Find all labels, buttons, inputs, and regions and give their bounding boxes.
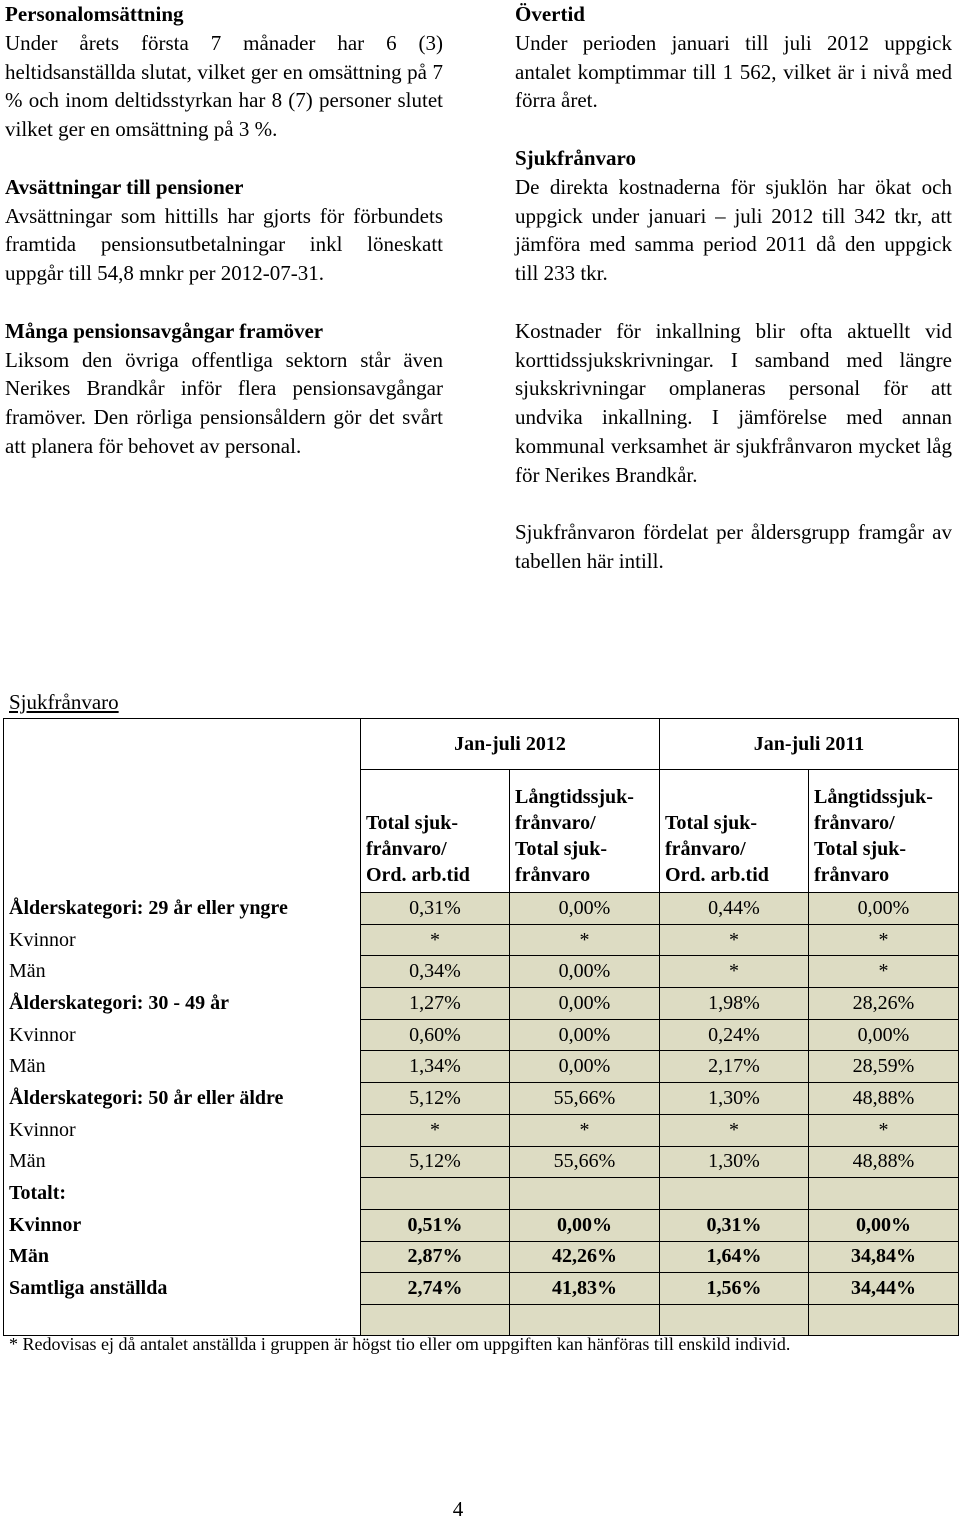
period-header: Jan-juli 2011 — [660, 719, 959, 770]
value-cell: 2,87% — [361, 1241, 510, 1273]
table-row — [4, 1051, 959, 1083]
value-cell: 0,00% — [510, 1051, 660, 1083]
table-period-header-row — [4, 719, 959, 770]
value-cell — [809, 1304, 959, 1335]
subheader-line: frånvaro/ — [665, 838, 746, 860]
subheader-line: Total sjuk- — [814, 838, 907, 860]
left-column — [5, 0, 443, 490]
subheader-line: frånvaro/ — [814, 812, 895, 834]
footnote: * Redovisas ej då antalet anställda i gruppen är högst tio eller om uppgiften kan hänföras till enskild individ. — [9, 1334, 791, 1354]
section-body: Liksom den övriga offentliga sektorn står även Nerikes Brandkår inför flera pensionsavgångar framöver. Den rörliga pensionsåldern gör det svårt att planera för behovet av personal. — [5, 347, 443, 458]
table-row — [4, 1273, 959, 1305]
row-label: Män — [4, 1241, 361, 1273]
value-cell: 0,34% — [361, 956, 510, 988]
table-row — [4, 924, 959, 956]
row-label — [4, 1304, 361, 1335]
row-label: Ålderskategori: 50 år eller äldre — [4, 1083, 361, 1115]
row-label: Kvinnor — [4, 1114, 361, 1146]
section-heading: Sjukfrånvaro — [515, 145, 636, 170]
subheader-line: frånvaro — [515, 864, 591, 886]
subheader-cell — [361, 770, 510, 893]
subheader-line: Långtidssjuk- — [814, 786, 933, 808]
subheader-cell — [660, 770, 809, 893]
value-cell: 0,00% — [510, 988, 660, 1020]
value-cell: * — [660, 1114, 809, 1146]
value-cell: 48,88% — [809, 1083, 959, 1115]
subheader-cell — [809, 770, 959, 893]
right-column — [515, 0, 952, 605]
value-cell: 48,88% — [809, 1146, 959, 1178]
section-overtid — [515, 0, 952, 115]
table-row — [4, 1114, 959, 1146]
value-cell: * — [361, 1114, 510, 1146]
section-body: Sjukfrånvaron fördelat per åldersgrupp framgår av tabellen här intill. — [515, 520, 952, 574]
subheader-line: Ord. arb.tid — [366, 864, 470, 886]
section-heading: Många pensionsavgångar framöver — [5, 318, 324, 343]
value-cell: 34,84% — [809, 1241, 959, 1273]
subheader-line: Ord. arb.tid — [665, 864, 769, 886]
value-cell: 0,00% — [510, 893, 660, 925]
table-row — [4, 1083, 959, 1115]
value-cell: 42,26% — [510, 1241, 660, 1273]
value-cell: * — [510, 924, 660, 956]
value-cell — [510, 1178, 660, 1210]
section-personalomsattning — [5, 0, 443, 144]
value-cell: 2,74% — [361, 1273, 510, 1305]
subheader-line: frånvaro/ — [515, 812, 596, 834]
value-cell: 41,83% — [510, 1273, 660, 1305]
row-label: Ålderskategori: 29 år eller yngre — [4, 893, 361, 925]
row-label: Kvinnor — [4, 1209, 361, 1241]
section-heading: Avsättningar till pensioner — [5, 174, 244, 199]
section-body: Under årets första 7 månader har 6 (3) heltidsanställda slutat, vilket ger en omsättning på 7 % och inom deltidsstyrkan har 8 (7) personer slutet vilket ger en omsättning på 3 %. — [5, 30, 443, 142]
value-cell: 0,24% — [660, 1019, 809, 1051]
section-pensioner — [5, 173, 443, 288]
table-row — [4, 988, 959, 1020]
subheader-line: Total sjuk- — [366, 812, 459, 834]
value-cell: * — [809, 924, 959, 956]
subheader-line: Total sjuk- — [515, 838, 608, 860]
period-header: Jan-juli 2012 — [361, 719, 660, 770]
subheader-line: Långtidssjuk- — [515, 786, 634, 808]
value-cell: 5,12% — [361, 1083, 510, 1115]
value-cell: 0,00% — [809, 1209, 959, 1241]
section-sjukfranvaro — [515, 144, 952, 576]
section-body: Under perioden januari till juli 2012 uppgick antalet komptimmar till 1 562, vilket är i nivå med förra året. — [515, 30, 952, 113]
table-row — [4, 1178, 959, 1210]
value-cell: 1,30% — [660, 1146, 809, 1178]
value-cell: 0,31% — [660, 1209, 809, 1241]
value-cell: 1,98% — [660, 988, 809, 1020]
value-cell — [660, 1304, 809, 1335]
subheader-line: frånvaro — [814, 864, 890, 886]
section-body: De direkta kostnaderna för sjuklön har ökat och uppgick under januari – juli 2012 till 342 tkr, att jämföra med samma period 2011 då den uppgick till 233 tkr. — [515, 174, 952, 286]
value-cell: 0,31% — [361, 893, 510, 925]
value-cell: 28,59% — [809, 1051, 959, 1083]
value-cell: 0,00% — [510, 1019, 660, 1051]
value-cell: 0,60% — [361, 1019, 510, 1051]
value-cell: * — [809, 956, 959, 988]
table-row — [4, 1146, 959, 1178]
value-cell: 1,30% — [660, 1083, 809, 1115]
value-cell: * — [660, 956, 809, 988]
row-label: Kvinnor — [4, 1019, 361, 1051]
value-cell: 2,17% — [660, 1051, 809, 1083]
value-cell: 0,44% — [660, 893, 809, 925]
value-cell: 1,34% — [361, 1051, 510, 1083]
value-cell — [361, 1304, 510, 1335]
value-cell: 34,44% — [809, 1273, 959, 1305]
section-heading: Personalomsättning — [5, 2, 184, 26]
table-row — [4, 893, 959, 925]
page-number: 4 — [452, 1497, 464, 1521]
subheader-line: Total sjuk- — [665, 812, 758, 834]
value-cell: 1,56% — [660, 1273, 809, 1305]
section-body: Kostnader för inkallning blir ofta aktuellt vid korttidssjukskrivningar. I samband med längre sjukskrivningar omplaneras personal för att undvika inkallning. I jämförelse med annan kommunal verksamhet är sjukfrånvaron mycket låg för Nerikes Brandkår. — [515, 318, 952, 487]
value-cell: 0,00% — [510, 1209, 660, 1241]
table-row — [4, 1209, 959, 1241]
value-cell: 5,12% — [361, 1146, 510, 1178]
value-cell: 55,66% — [510, 1083, 660, 1115]
table-row-empty — [4, 1304, 959, 1335]
value-cell — [809, 1178, 959, 1210]
section-heading: Övertid — [515, 2, 585, 26]
subheader-line: frånvaro/ — [366, 838, 447, 860]
section-body: Avsättningar som hittills har gjorts för förbundets framtida pensionsutbetalningar inkl löneskatt uppgår till 54,8 mnkr per 2012-07-31. — [5, 203, 443, 286]
value-cell — [510, 1304, 660, 1335]
table-row — [4, 1019, 959, 1051]
table-title: Sjukfrånvaro — [9, 690, 119, 714]
value-cell: 1,64% — [660, 1241, 809, 1273]
row-label: Kvinnor — [4, 924, 361, 956]
row-label: Totalt: — [4, 1178, 361, 1210]
value-cell: 1,27% — [361, 988, 510, 1020]
value-cell — [361, 1178, 510, 1210]
value-cell: 0,00% — [809, 1019, 959, 1051]
value-cell — [660, 1178, 809, 1210]
value-cell: * — [361, 924, 510, 956]
row-label: Samtliga anställda — [4, 1273, 361, 1305]
value-cell: * — [809, 1114, 959, 1146]
sjukfranvaro-table — [3, 718, 959, 1336]
value-cell: 28,26% — [809, 988, 959, 1020]
table-row — [4, 956, 959, 988]
row-label: Män — [4, 1051, 361, 1083]
subheader-cell — [510, 770, 660, 893]
row-label: Män — [4, 1146, 361, 1178]
table-corner-cell — [4, 719, 361, 893]
value-cell: * — [660, 924, 809, 956]
value-cell: 0,00% — [809, 893, 959, 925]
table-row — [4, 1241, 959, 1273]
section-pensionsavgangar — [5, 317, 443, 461]
value-cell: 0,51% — [361, 1209, 510, 1241]
row-label: Män — [4, 956, 361, 988]
row-label: Ålderskategori: 30 - 49 år — [4, 988, 361, 1020]
value-cell: * — [510, 1114, 660, 1146]
value-cell: 0,00% — [510, 956, 660, 988]
value-cell: 55,66% — [510, 1146, 660, 1178]
